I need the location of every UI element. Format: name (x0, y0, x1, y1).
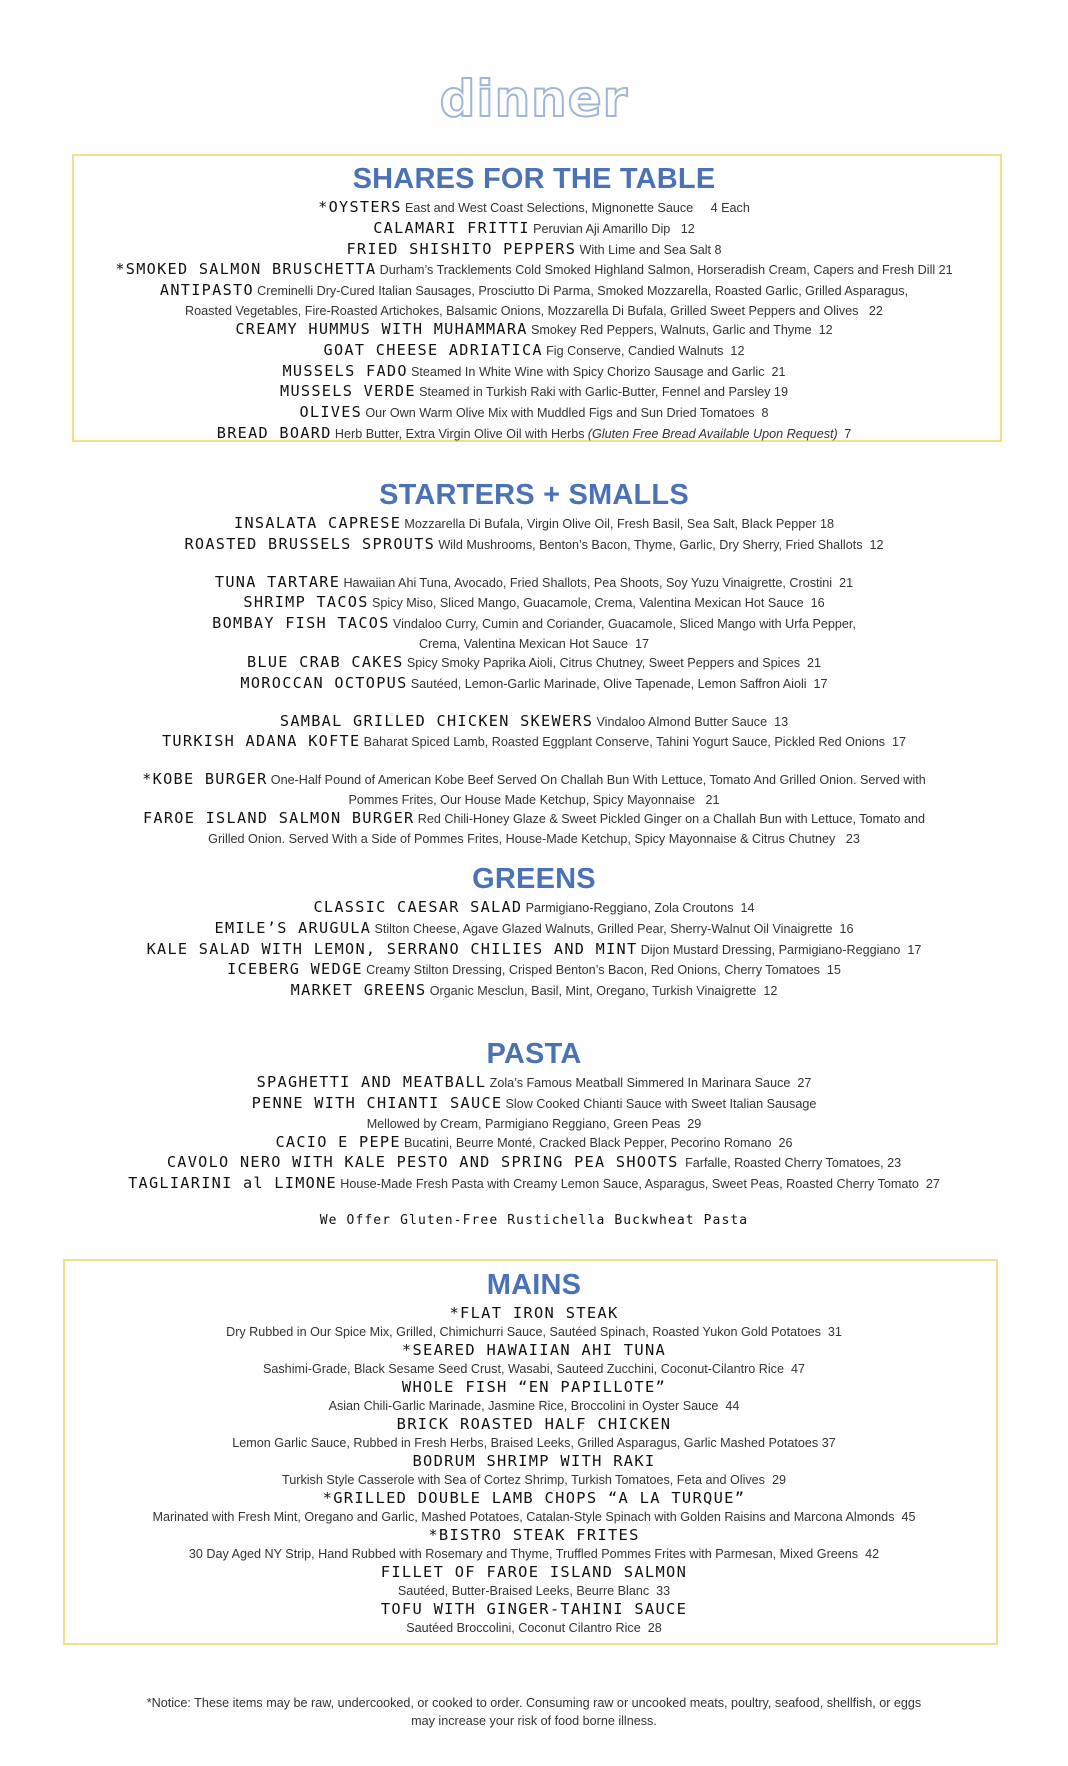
spacer (0, 753, 1068, 770)
notice-line-2: may increase your risk of food borne illness. (411, 1714, 657, 1728)
item-name: INSALATA CAPRESE (234, 514, 402, 532)
menu-item (0, 1174, 1068, 1195)
item-description-continued: Mellowed by Cream, Parmigiano Reggiano, Green Peas 29 (366, 1116, 702, 1131)
item-description: Fig Conserve, Candied Walnuts 12 (546, 343, 745, 358)
item-name: BRICK ROASTED HALF CHICKEN (396, 1415, 672, 1433)
item-description: Steamed in Turkish Raki with Garlic-Butter, Fennel and Parsley 19 (419, 385, 788, 400)
raw-food-notice (0, 1694, 1068, 1730)
menu-item (0, 919, 1068, 940)
item-description: Smokey Red Peppers, Walnuts, Garlic and Thyme 12 (530, 322, 833, 337)
item-description: Red Chili-Honey Glaze & Sweet Pickled Ginger on a Challah Bun with Lettuce, Tomato and (417, 811, 926, 826)
menu-item (0, 1153, 1068, 1174)
item-description: Hawaiian Ahi Tuna, Avocado, Fried Shallots, Pea Shoots, Soy Yuzu Vinaigrette, Crostini 21 (343, 575, 854, 590)
item-name: *FLAT IRON STEAK (449, 1304, 619, 1322)
item-name: CLASSIC CAESAR SALAD (313, 898, 523, 916)
menu-item (0, 219, 1068, 240)
item-name: TUNA TARTARE (214, 572, 341, 591)
item-description: Farfalle, Roasted Cherry Tomatoes, 23 (685, 1156, 902, 1171)
menu-item (0, 260, 1068, 281)
item-description: Wild Mushrooms, Benton’s Bacon, Thyme, Garlic, Dry Sherry, Fried Shallots 12 (438, 537, 884, 552)
item-description: Marinated with Fresh Mint, Oregano and Garlic, Mashed Potatoes, Catalan-Style Spinach with Golden Raisins and Marcona Almonds 45 (152, 1510, 916, 1524)
greens-section (0, 862, 1068, 1002)
item-name: FILLET OF FAROE ISLAND SALMON (380, 1563, 688, 1581)
item-description: Vindaloo Almond Butter Sauce 13 (596, 714, 789, 729)
menu-item (0, 424, 1068, 445)
item-description: Creminelli Dry-Cured Italian Sausages, Prosciutto Di Parma, Smoked Mozzarella, Roasted Garlic, Grilled Asparagus, (257, 284, 909, 299)
item-description: Lemon Garlic Sauce, Rubbed in Fresh Herbs, Braised Leeks, Grilled Asparagus, Garlic Mashed Potatoes 37 (232, 1436, 836, 1450)
item-name: BLUE CRAB CAKES (246, 652, 404, 671)
mains-section (0, 1268, 1068, 1637)
item-description: Steamed In White Wine with Spicy Chorizo Sausage and Garlic 21 (411, 364, 786, 379)
menu-item (0, 382, 1068, 403)
item-name: WHOLE FISH “EN PAPILLOTE” (401, 1378, 667, 1396)
item-name: PENNE WITH CHIANTI SAUCE (251, 1093, 503, 1112)
item-description: House-Made Fresh Pasta with Creamy Lemon Sauce, Asparagus, Sweet Peas, Roasted Cherry Tomato 27 (340, 1177, 940, 1192)
item-description: Bucatini, Beurre Monté, Cracked Black Pepper, Pecorino Romano 26 (404, 1135, 793, 1150)
item-name: *SEARED HAWAIIAN AHI TUNA (401, 1341, 667, 1359)
item-name: BOMBAY FISH TACOS (212, 614, 390, 633)
notice-line-1: *Notice: These items may be raw, undercooked, or cooked to order. Consuming raw or uncooked meats, poultry, seafood, shellfish, or eggs (146, 1696, 922, 1710)
gluten-free-note: We Offer Gluten-Free Rustichella Buckwheat Pasta (319, 1212, 749, 1228)
item-description: Our Own Warm Olive Mix with Muddled Figs and Sun Dried Tomatoes 8 (365, 406, 769, 421)
menu-item (0, 240, 1068, 261)
item-description: 30 Day Aged NY Strip, Hand Rubbed with Rosemary and Thyme, Truffled Pommes Frites with Parmesan, Mixed Greens 42 (188, 1547, 880, 1561)
item-name: MARKET GREENS (290, 981, 427, 1000)
item-name: KALE SALAD WITH LEMON, SERRANO CHILIES AND MINT (146, 939, 638, 958)
menu-item (0, 809, 1068, 830)
item-description: Dry Rubbed in Our Spice Mix, Grilled, Chimichurri Sauce, Sautéed Spinach, Roasted Yukon Gold Potatoes 31 (226, 1325, 842, 1339)
section-title-shares: SHARES FOR THE TABLE (352, 163, 716, 195)
starters-section (0, 478, 1068, 848)
menu-item (0, 320, 1068, 341)
item-name: SAMBAL GRILLED CHICKEN SKEWERS (279, 711, 594, 730)
menu-item (0, 940, 1068, 961)
menu-title: dinner (439, 70, 629, 128)
item-name: CACIO E PEPE (275, 1132, 401, 1151)
item-description: Slow Cooked Chianti Sauce with Sweet Italian Sausage (505, 1096, 817, 1111)
menu-item (0, 1073, 1068, 1094)
item-description: Parmigiano-Reggiano, Zola Croutons 14 (525, 901, 755, 915)
item-name: CREAMY HUMMUS WITH MUHAMMARA (235, 319, 528, 338)
item-name: *SMOKED SALMON BRUSCHETTA (115, 260, 377, 279)
item-name: ANTIPASTO (159, 281, 254, 300)
item-description: Sautéed, Butter-Braised Leeks, Beurre Blanc 33 (397, 1584, 671, 1598)
item-name: TOFU WITH GINGER-TAHINI SAUCE (380, 1600, 688, 1618)
item-name: EMILE’S ARUGULA (214, 918, 372, 937)
item-description: Asian Chili-Garlic Marinade, Jasmine Rice, Broccolini in Oyster Sauce 44 (328, 1399, 740, 1413)
menu-item (0, 341, 1068, 362)
item-name: FAROE ISLAND SALMON BURGER (142, 808, 415, 827)
menu-item (0, 1133, 1068, 1154)
item-name: FRIED SHISHITO PEPPERS (346, 239, 577, 258)
spacer (0, 556, 1068, 573)
item-description: Zola’s Famous Meatball Simmered In Marinara Sauce 27 (489, 1076, 812, 1090)
spacer (0, 1195, 1068, 1213)
item-description: Baharat Spiced Lamb, Roasted Eggplant Conserve, Tahini Yogurt Sauce, Pickled Red Onions 17 (363, 735, 907, 750)
item-description: One-Half Pound of American Kobe Beef Served On Challah Bun With Lettuce, Tomato And Grilled Onion. Served with (270, 773, 926, 788)
menu-item (0, 732, 1068, 753)
item-name: OLIVES (299, 403, 363, 422)
item-name: TAGLIARINI al LIMONE (128, 1174, 337, 1193)
item-name: ROASTED BRUSSELS SPROUTS (184, 534, 436, 553)
item-name: SHRIMP TACOS (243, 593, 369, 612)
section-title-mains: MAINS (486, 1269, 582, 1301)
menu-item (0, 981, 1068, 1002)
menu-item (0, 514, 1068, 535)
item-description-continued: Roasted Vegetables, Fire-Roasted Artichokes, Balsamic Onions, Mozzarella Di Bufala, Grilled Sweet Peppers and Olives 22 (185, 303, 883, 318)
item-name: MUSSELS FADO (282, 361, 408, 380)
menu-item (0, 403, 1068, 424)
menu-item (0, 770, 1068, 791)
item-description-continued: Crema, Valentina Mexican Hot Sauce 17 (418, 636, 650, 651)
item-description: Durham’s Tracklements Cold Smoked Highland Salmon, Horseradish Cream, Capers and Fresh Dill 21 (379, 263, 953, 278)
menu-item (0, 614, 1068, 635)
item-name: SPAGHETTI AND MEATBALL (256, 1073, 487, 1091)
item-price: 7 (844, 426, 852, 441)
item-name: CALAMARI FRITTI (373, 218, 530, 237)
item-name: ICEBERG WEDGE (227, 960, 363, 979)
item-description: Peruvian Aji Amarillo Dip 12 (533, 221, 695, 236)
spacer (0, 695, 1068, 712)
pasta-section (0, 1037, 1068, 1228)
item-name: BREAD BOARD (216, 423, 332, 442)
menu-item (0, 653, 1068, 674)
item-name: MUSSELS VERDE (280, 382, 416, 401)
item-name: *BISTRO STEAK FRITES (428, 1526, 640, 1544)
menu-item (0, 674, 1068, 695)
section-title-starters: STARTERS + SMALLS (379, 479, 689, 511)
item-name: *KOBE BURGER (142, 770, 268, 789)
item-name: *OYSTERS (318, 198, 402, 216)
item-name: TURKISH ADANA KOFTE (161, 732, 361, 751)
item-description: Sautéed Broccolini, Coconut Cilantro Rice 28 (406, 1621, 662, 1635)
item-description: Sautéed, Lemon-Garlic Marinade, Olive Tapenade, Lemon Saffron Aioli 17 (410, 676, 828, 691)
item-description: Dijon Mustard Dressing, Parmigiano-Reggiano 17 (640, 942, 922, 957)
section-title-greens: GREENS (472, 863, 596, 895)
menu-item (0, 712, 1068, 733)
item-name: *GRILLED DOUBLE LAMB CHOPS “A LA TURQUE” (322, 1489, 746, 1507)
item-description: East and West Coast Selections, Mignonette Sauce 4 Each (404, 201, 750, 215)
menu-item (0, 281, 1068, 302)
item-description: Spicy Smoky Paprika Aioli, Citrus Chutney, Sweet Peppers and Spices 21 (406, 655, 822, 670)
item-description: Organic Mesclun, Basil, Mint, Oregano, Turkish Vinaigrette 12 (429, 984, 778, 999)
item-description: Vindaloo Curry, Cumin and Coriander, Guacamole, Sliced Mango with Urfa Pepper, (392, 617, 856, 632)
item-description-continued: Pommes Frites, Our House Made Ketchup, Spicy Mayonnaise 21 (348, 792, 720, 807)
item-description: Spicy Miso, Sliced Mango, Guacamole, Crema, Valentina Mexican Hot Sauce 16 (371, 596, 825, 611)
item-description: Turkish Style Casserole with Sea of Cortez Shrimp, Turkish Tomatoes, Feta and Olives 29 (282, 1473, 786, 1487)
menu-item (0, 198, 1068, 219)
menu-item (0, 573, 1068, 594)
menu-item (0, 898, 1068, 919)
item-description: With Lime and Sea Salt 8 (579, 242, 722, 257)
section-title-pasta: PASTA (486, 1038, 582, 1070)
item-description: Stilton Cheese, Agave Glazed Walnuts, Grilled Pear, Sherry-Walnut Oil Vinaigrette 16 (374, 921, 854, 936)
item-note: (Gluten Free Bread Available Upon Request) (587, 426, 838, 441)
item-name: CAVOLO NERO WITH KALE PESTO AND SPRING PEA SHOOTS (166, 1153, 679, 1172)
item-description: Herb Butter, Extra Virgin Olive Oil with Herbs (334, 426, 585, 441)
item-name: BODRUM SHRIMP WITH RAKI (412, 1452, 656, 1470)
menu-item (0, 1094, 1068, 1115)
item-name: GOAT CHEESE ADRIATICA (323, 340, 543, 359)
item-description: Mozzarella Di Bufala, Virgin Olive Oil, Fresh Basil, Sea Salt, Black Pepper 18 (404, 517, 834, 531)
menu-item (0, 960, 1068, 981)
shares-section (0, 162, 1068, 445)
item-name: MOROCCAN OCTOPUS (240, 673, 408, 692)
item-description: Sashimi-Grade, Black Sesame Seed Crust, Wasabi, Sauteed Zucchini, Coconut-Cilantro Rice 47 (262, 1362, 805, 1376)
item-description-continued: Grilled Onion. Served With a Side of Pommes Frites, House-Made Ketchup, Spicy Mayonnaise & Citrus Chutney 23 (208, 831, 860, 846)
menu-item (0, 593, 1068, 614)
menu-item (0, 362, 1068, 383)
menu-item (0, 535, 1068, 556)
item-description: Creamy Stilton Dressing, Crisped Benton’s Bacon, Red Onions, Cherry Tomatoes 15 (366, 963, 841, 978)
